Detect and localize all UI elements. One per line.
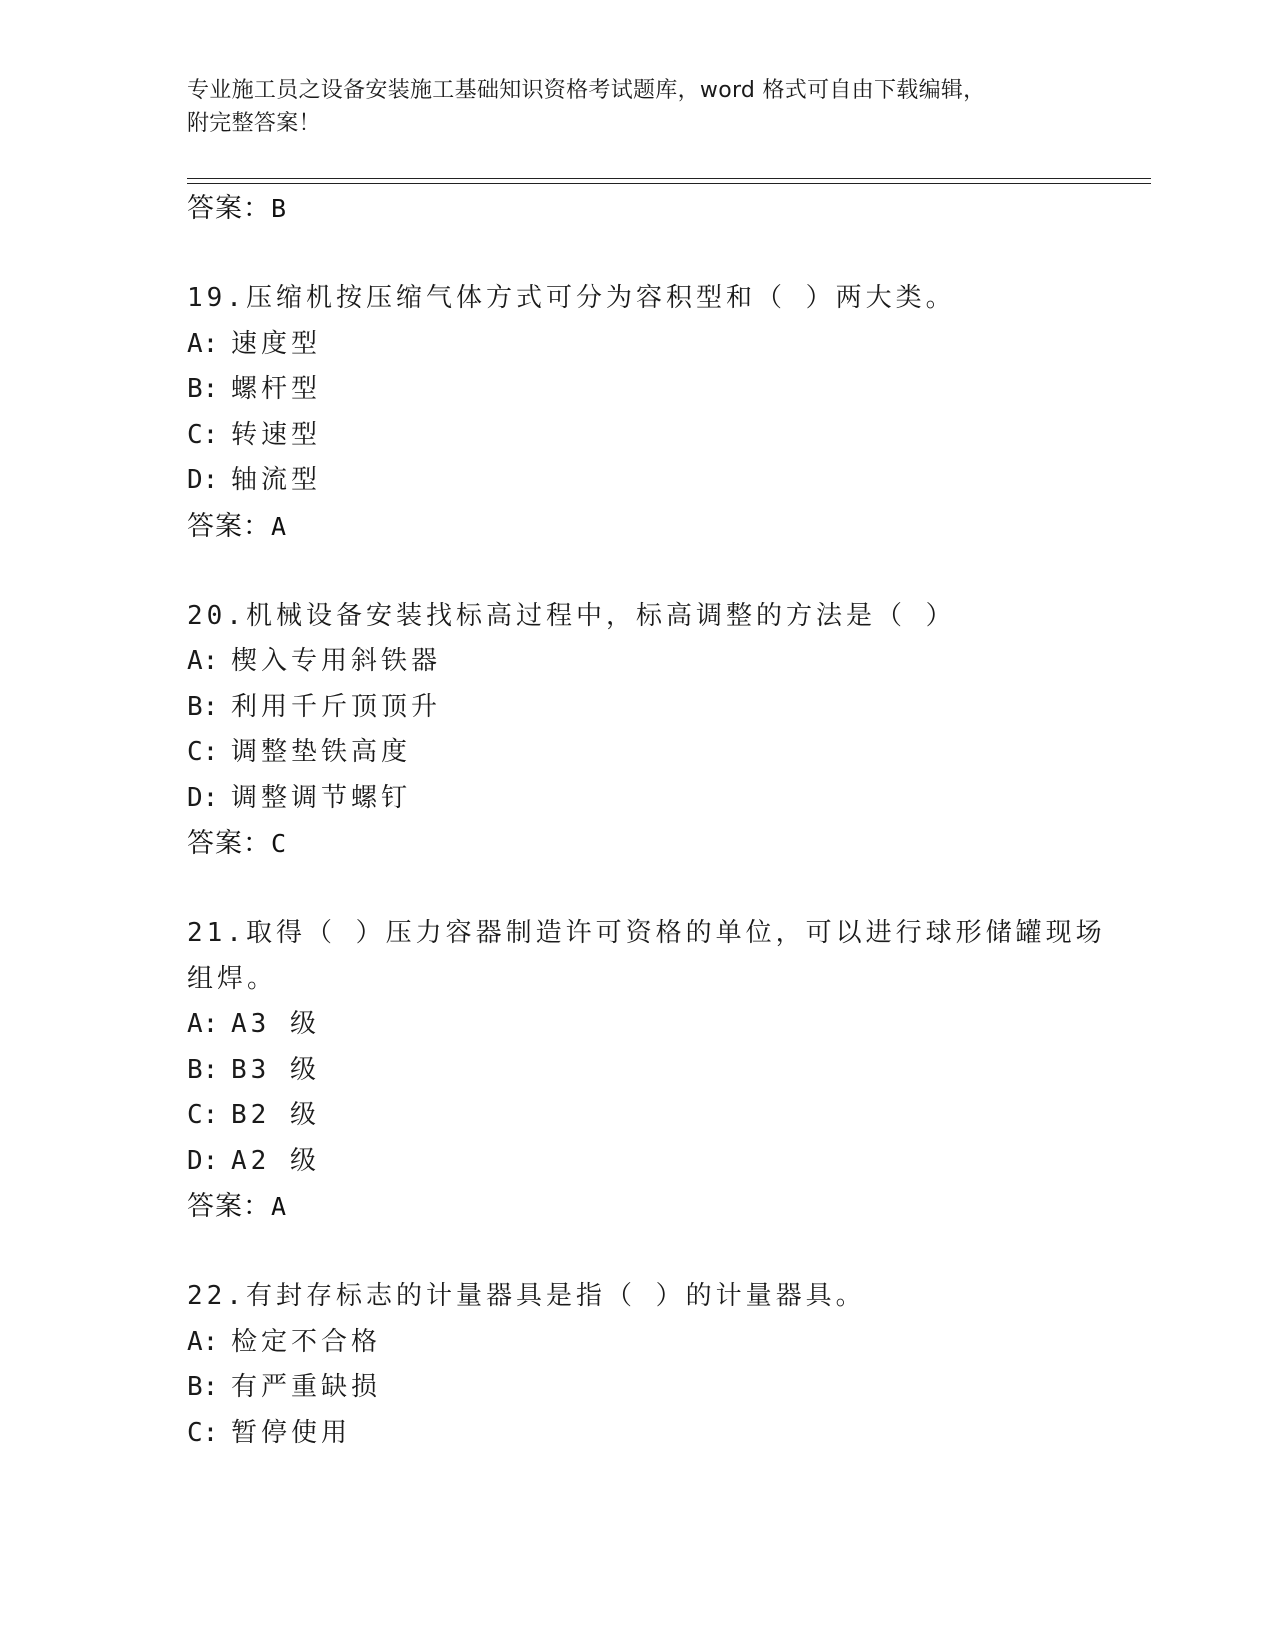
option-text: 楔入专用斜铁器 bbox=[231, 646, 442, 676]
option-b bbox=[187, 1048, 1087, 1094]
option-text: A3 级 bbox=[231, 1009, 320, 1039]
option-letter: B: bbox=[187, 374, 219, 404]
option-text: A2 级 bbox=[231, 1145, 320, 1176]
option-d bbox=[187, 1139, 1087, 1185]
option-c bbox=[187, 1411, 1087, 1457]
question-22 bbox=[187, 1274, 1087, 1456]
option-a bbox=[187, 1002, 1087, 1048]
question-list bbox=[187, 186, 1106, 1456]
question-stem: 19.压缩机按压缩气体方式可分为容积型和（ ）两大类。 bbox=[187, 283, 956, 313]
document-header bbox=[187, 74, 1067, 140]
option-text: 有严重缺损 bbox=[231, 1372, 382, 1402]
option-letter: A: bbox=[187, 328, 219, 359]
answer-value: A bbox=[271, 1192, 287, 1221]
option-letter: A: bbox=[187, 646, 219, 676]
option-text: 转速型 bbox=[231, 419, 322, 450]
option-text: 螺杆型 bbox=[231, 374, 322, 404]
header-line-2: 附完整答案！ bbox=[187, 111, 321, 136]
option-d bbox=[187, 776, 1087, 822]
option-letter: D: bbox=[187, 782, 219, 813]
option-text: 利用千斤顶顶升 bbox=[231, 691, 442, 722]
option-letter: D: bbox=[187, 465, 219, 495]
option-letter: B: bbox=[187, 1054, 219, 1085]
answer-value: C bbox=[271, 829, 287, 858]
question-stem: 20.机械设备安装找标高过程中，标高调整的方法是（ ） bbox=[187, 600, 956, 631]
option-c bbox=[187, 1093, 1087, 1139]
option-a bbox=[187, 639, 1087, 685]
option-b bbox=[187, 1365, 1087, 1411]
answer-label: 答案： bbox=[187, 1191, 271, 1222]
option-c bbox=[187, 413, 1087, 459]
option-b bbox=[187, 367, 1087, 413]
option-text: B2 级 bbox=[231, 1100, 320, 1130]
option-text: 暂停使用 bbox=[231, 1417, 352, 1448]
option-letter: A: bbox=[187, 1326, 219, 1357]
option-text: 轴流型 bbox=[231, 465, 322, 495]
question-answer bbox=[187, 1184, 1087, 1230]
option-letter: C: bbox=[187, 419, 219, 450]
option-letter: A: bbox=[187, 1009, 219, 1039]
option-a bbox=[187, 1320, 1087, 1366]
answer-label: 答案： bbox=[187, 193, 271, 224]
option-b bbox=[187, 685, 1087, 731]
option-c bbox=[187, 730, 1087, 776]
option-letter: C: bbox=[187, 1417, 219, 1448]
option-text: 检定不合格 bbox=[231, 1326, 382, 1357]
question-answer bbox=[187, 504, 1087, 550]
answer-label: 答案： bbox=[187, 510, 271, 542]
option-letter: B: bbox=[187, 691, 219, 722]
option-text: B3 级 bbox=[231, 1054, 320, 1085]
header-rule-bottom bbox=[187, 183, 1151, 184]
question-stem-continued: 组焊。 bbox=[187, 963, 278, 994]
question-stem: 21.取得（ ）压力容器制造许可资格的单位，可以进行球形储罐现场 bbox=[187, 918, 1106, 948]
answer-label: 答案： bbox=[187, 828, 271, 859]
question-21 bbox=[187, 911, 1106, 1230]
header-line-1: 专业施工员之设备安装施工基础知识资格考试题库，word 格式可自由下载编辑， bbox=[187, 78, 986, 103]
question-answer bbox=[187, 821, 1087, 867]
header-rule-top bbox=[187, 178, 1151, 179]
option-letter: B: bbox=[187, 1372, 219, 1402]
option-d bbox=[187, 458, 1087, 504]
option-a bbox=[187, 322, 1087, 368]
answer-value: A bbox=[271, 511, 287, 541]
answer-value: B bbox=[271, 194, 287, 223]
question-stem: 22.有封存标志的计量器具是指（ ）的计量器具。 bbox=[187, 1281, 866, 1311]
option-letter: C: bbox=[187, 737, 219, 767]
option-letter: D: bbox=[187, 1145, 219, 1176]
question-20 bbox=[187, 594, 1087, 868]
option-text: 速度型 bbox=[231, 328, 322, 359]
option-letter: C: bbox=[187, 1100, 219, 1130]
previous-answer bbox=[187, 186, 1087, 232]
question-19 bbox=[187, 276, 1087, 550]
option-text: 调整调节螺钉 bbox=[231, 782, 412, 813]
option-text: 调整垫铁高度 bbox=[231, 737, 412, 767]
